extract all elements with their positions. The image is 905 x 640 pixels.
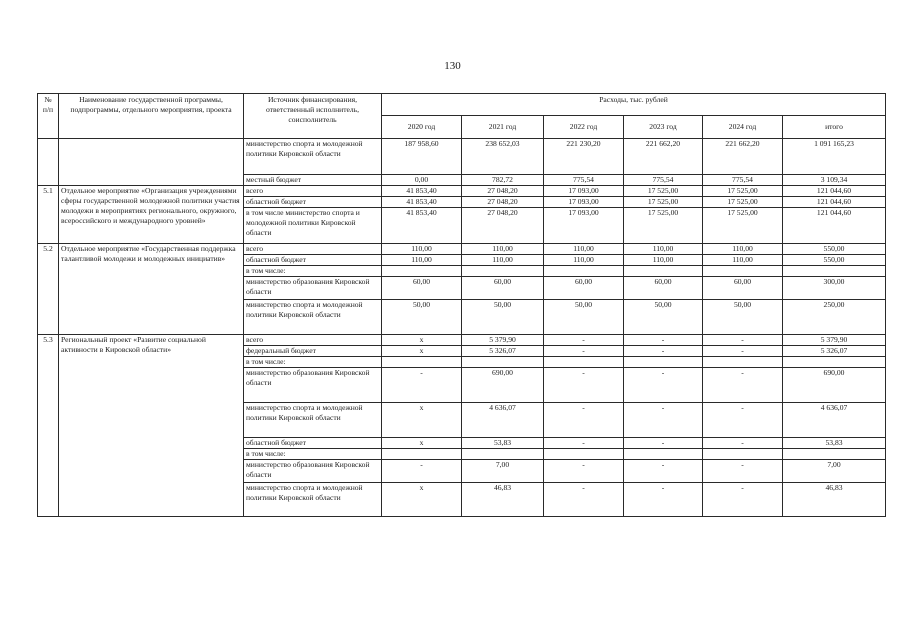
year-value-cell: 50,00 bbox=[624, 300, 703, 335]
year-value-cell bbox=[624, 266, 703, 277]
row-index bbox=[38, 139, 59, 186]
row-name: Региональный проект «Развитие социальной активности в Кировской области» bbox=[59, 335, 244, 517]
total-cell: 121 044,60 bbox=[783, 208, 886, 244]
year-value-cell: - bbox=[382, 368, 462, 403]
total-cell: 53,83 bbox=[783, 438, 886, 449]
header-year: 2022 год bbox=[544, 116, 624, 139]
funding-source: в том числе: bbox=[244, 266, 382, 277]
funding-source: всего bbox=[244, 244, 382, 255]
total-cell: 300,00 bbox=[783, 277, 886, 300]
year-value-cell: - bbox=[544, 335, 624, 346]
total-cell bbox=[783, 266, 886, 277]
year-value-cell bbox=[462, 357, 544, 368]
year-value-cell: 775,54 bbox=[703, 175, 783, 186]
header-year: 2024 год bbox=[703, 116, 783, 139]
total-cell bbox=[783, 449, 886, 460]
year-value-cell: 60,00 bbox=[462, 277, 544, 300]
funding-source: областной бюджет bbox=[244, 255, 382, 266]
table-row bbox=[38, 186, 886, 197]
year-value-cell: 110,00 bbox=[382, 244, 462, 255]
year-value-cell: 17 525,00 bbox=[624, 197, 703, 208]
year-value-cell: 17 525,00 bbox=[624, 208, 703, 244]
year-value-cell: 27 048,20 bbox=[462, 197, 544, 208]
year-value-cell: 17 525,00 bbox=[703, 197, 783, 208]
row-name: Отдельное мероприятие «Организация учреждениями сферы государственной молодежной политики участия молодежи в мероприятиях регионального, окружного, всероссийского и международного уровней» bbox=[59, 186, 244, 244]
year-value-cell: - bbox=[624, 346, 703, 357]
year-value-cell: - bbox=[624, 368, 703, 403]
year-value-cell: 221 662,20 bbox=[624, 139, 703, 175]
total-cell: 1 091 165,23 bbox=[783, 139, 886, 175]
year-value-cell bbox=[544, 449, 624, 460]
year-value-cell: - bbox=[544, 346, 624, 357]
year-value-cell: 110,00 bbox=[624, 244, 703, 255]
year-value-cell: 690,00 bbox=[462, 368, 544, 403]
year-value-cell: - bbox=[544, 368, 624, 403]
table-row bbox=[38, 335, 886, 346]
year-value-cell: 110,00 bbox=[624, 255, 703, 266]
year-value-cell: 41 853,40 bbox=[382, 208, 462, 244]
total-cell: 3 109,34 bbox=[783, 175, 886, 186]
year-value-cell: 60,00 bbox=[703, 277, 783, 300]
year-value-cell: 221 662,20 bbox=[703, 139, 783, 175]
year-value-cell: х bbox=[382, 346, 462, 357]
total-cell: 550,00 bbox=[783, 255, 886, 266]
header-year: 2023 год bbox=[624, 116, 703, 139]
year-value-cell: 17 093,00 bbox=[544, 186, 624, 197]
header-name: Наименование государственной программы, подпрограммы, отдельного мероприятия, проекта bbox=[59, 94, 244, 139]
total-cell: 7,00 bbox=[783, 460, 886, 483]
table-row bbox=[38, 139, 886, 175]
year-value-cell: 27 048,20 bbox=[462, 186, 544, 197]
total-cell: 121 044,60 bbox=[783, 186, 886, 197]
funding-source: всего bbox=[244, 335, 382, 346]
year-value-cell: х bbox=[382, 438, 462, 449]
year-value-cell: - bbox=[703, 438, 783, 449]
total-cell: 121 044,60 bbox=[783, 197, 886, 208]
total-cell: 550,00 bbox=[783, 244, 886, 255]
year-value-cell bbox=[382, 357, 462, 368]
year-value-cell: 775,54 bbox=[624, 175, 703, 186]
year-value-cell: - bbox=[624, 438, 703, 449]
year-value-cell: - bbox=[703, 346, 783, 357]
header-year: 2020 год bbox=[382, 116, 462, 139]
table-body bbox=[38, 139, 886, 517]
year-value-cell: - bbox=[703, 368, 783, 403]
year-value-cell: 110,00 bbox=[544, 255, 624, 266]
year-value-cell: 110,00 bbox=[462, 255, 544, 266]
funding-source: министерство спорта и молодежной политики Кировской области bbox=[244, 139, 382, 175]
total-cell: 250,00 bbox=[783, 300, 886, 335]
year-value-cell bbox=[703, 357, 783, 368]
budget-table bbox=[37, 93, 886, 517]
year-value-cell: - bbox=[703, 335, 783, 346]
funding-source: местный бюджет bbox=[244, 175, 382, 186]
year-value-cell: 17 525,00 bbox=[624, 186, 703, 197]
funding-source: в том числе: bbox=[244, 357, 382, 368]
year-value-cell: 4 636,07 bbox=[462, 403, 544, 438]
page-number: 130 bbox=[444, 60, 461, 72]
funding-source: министерство образования Кировской области bbox=[244, 368, 382, 403]
row-index: 5.3 bbox=[38, 335, 59, 517]
year-value-cell bbox=[624, 449, 703, 460]
funding-source: в том числе министерство спорта и молодежной политики Кировской области bbox=[244, 208, 382, 244]
funding-source: федеральный бюджет bbox=[244, 346, 382, 357]
year-value-cell: х bbox=[382, 403, 462, 438]
year-value-cell: 110,00 bbox=[544, 244, 624, 255]
row-name: Отдельное мероприятие «Государственная поддержка талантливой молодежи и молодежных инициатив» bbox=[59, 244, 244, 335]
year-value-cell: 41 853,40 bbox=[382, 186, 462, 197]
header-year: 2021 год bbox=[462, 116, 544, 139]
total-cell: 690,00 bbox=[783, 368, 886, 403]
header-expenses: Расходы, тыс. рублей bbox=[382, 94, 886, 116]
year-value-cell: - bbox=[703, 460, 783, 483]
funding-source: министерство спорта и молодежной политики Кировской области bbox=[244, 403, 382, 438]
year-value-cell: - bbox=[624, 335, 703, 346]
year-value-cell: 17 525,00 bbox=[703, 208, 783, 244]
year-value-cell bbox=[382, 266, 462, 277]
total-cell: 4 636,07 bbox=[783, 403, 886, 438]
year-value-cell: 46,83 bbox=[462, 483, 544, 517]
year-value-cell: 41 853,40 bbox=[382, 197, 462, 208]
year-value-cell bbox=[624, 357, 703, 368]
year-value-cell: 7,00 bbox=[462, 460, 544, 483]
year-value-cell: 50,00 bbox=[544, 300, 624, 335]
header-num: № п/п bbox=[38, 94, 59, 139]
year-value-cell bbox=[382, 449, 462, 460]
funding-source: министерство спорта и молодежной политики Кировской области bbox=[244, 483, 382, 517]
year-value-cell: 187 958,60 bbox=[382, 139, 462, 175]
year-value-cell: 782,72 bbox=[462, 175, 544, 186]
row-index: 5.1 bbox=[38, 186, 59, 244]
year-value-cell: 50,00 bbox=[382, 300, 462, 335]
year-value-cell: 50,00 bbox=[462, 300, 544, 335]
year-value-cell: х bbox=[382, 335, 462, 346]
year-value-cell: 110,00 bbox=[703, 244, 783, 255]
year-value-cell: 5 326,07 bbox=[462, 346, 544, 357]
year-value-cell: - bbox=[544, 403, 624, 438]
year-value-cell: 53,83 bbox=[462, 438, 544, 449]
header-source: Источник финансирования, ответственный исполнитель, соисполнитель bbox=[244, 94, 382, 139]
year-value-cell: х bbox=[382, 483, 462, 517]
year-value-cell: - bbox=[544, 483, 624, 517]
header-total: итого bbox=[783, 116, 886, 139]
year-value-cell: 221 230,20 bbox=[544, 139, 624, 175]
year-value-cell: 0,00 bbox=[382, 175, 462, 186]
total-cell bbox=[783, 357, 886, 368]
year-value-cell bbox=[544, 266, 624, 277]
year-value-cell: 5 379,90 bbox=[462, 335, 544, 346]
total-cell: 5 379,90 bbox=[783, 335, 886, 346]
total-cell: 46,83 bbox=[783, 483, 886, 517]
year-value-cell bbox=[703, 266, 783, 277]
year-value-cell: 50,00 bbox=[703, 300, 783, 335]
year-value-cell: 17 093,00 bbox=[544, 208, 624, 244]
year-value-cell bbox=[544, 357, 624, 368]
funding-source: министерство образования Кировской области bbox=[244, 277, 382, 300]
year-value-cell: - bbox=[382, 460, 462, 483]
year-value-cell: 60,00 bbox=[382, 277, 462, 300]
year-value-cell: 17 525,00 bbox=[703, 186, 783, 197]
row-name bbox=[59, 139, 244, 186]
year-value-cell: 17 093,00 bbox=[544, 197, 624, 208]
funding-source: министерство спорта и молодежной политики Кировской области bbox=[244, 300, 382, 335]
year-value-cell: - bbox=[624, 483, 703, 517]
year-value-cell: 60,00 bbox=[624, 277, 703, 300]
year-value-cell: - bbox=[703, 483, 783, 517]
funding-source: областной бюджет bbox=[244, 438, 382, 449]
year-value-cell: 238 652,03 bbox=[462, 139, 544, 175]
year-value-cell: - bbox=[624, 460, 703, 483]
year-value-cell bbox=[703, 449, 783, 460]
funding-source: областной бюджет bbox=[244, 197, 382, 208]
year-value-cell bbox=[462, 266, 544, 277]
year-value-cell: 60,00 bbox=[544, 277, 624, 300]
table-row bbox=[38, 244, 886, 255]
year-value-cell: - bbox=[703, 403, 783, 438]
year-value-cell: 110,00 bbox=[703, 255, 783, 266]
year-value-cell: - bbox=[544, 438, 624, 449]
year-value-cell bbox=[462, 449, 544, 460]
row-index: 5.2 bbox=[38, 244, 59, 335]
year-value-cell: - bbox=[544, 460, 624, 483]
year-value-cell: 110,00 bbox=[382, 255, 462, 266]
year-value-cell: 27 048,20 bbox=[462, 208, 544, 244]
funding-source: в том числе: bbox=[244, 449, 382, 460]
total-cell: 5 326,07 bbox=[783, 346, 886, 357]
funding-source: всего bbox=[244, 186, 382, 197]
year-value-cell: 775,54 bbox=[544, 175, 624, 186]
year-value-cell: - bbox=[624, 403, 703, 438]
funding-source: министерство образования Кировской области bbox=[244, 460, 382, 483]
year-value-cell: 110,00 bbox=[462, 244, 544, 255]
